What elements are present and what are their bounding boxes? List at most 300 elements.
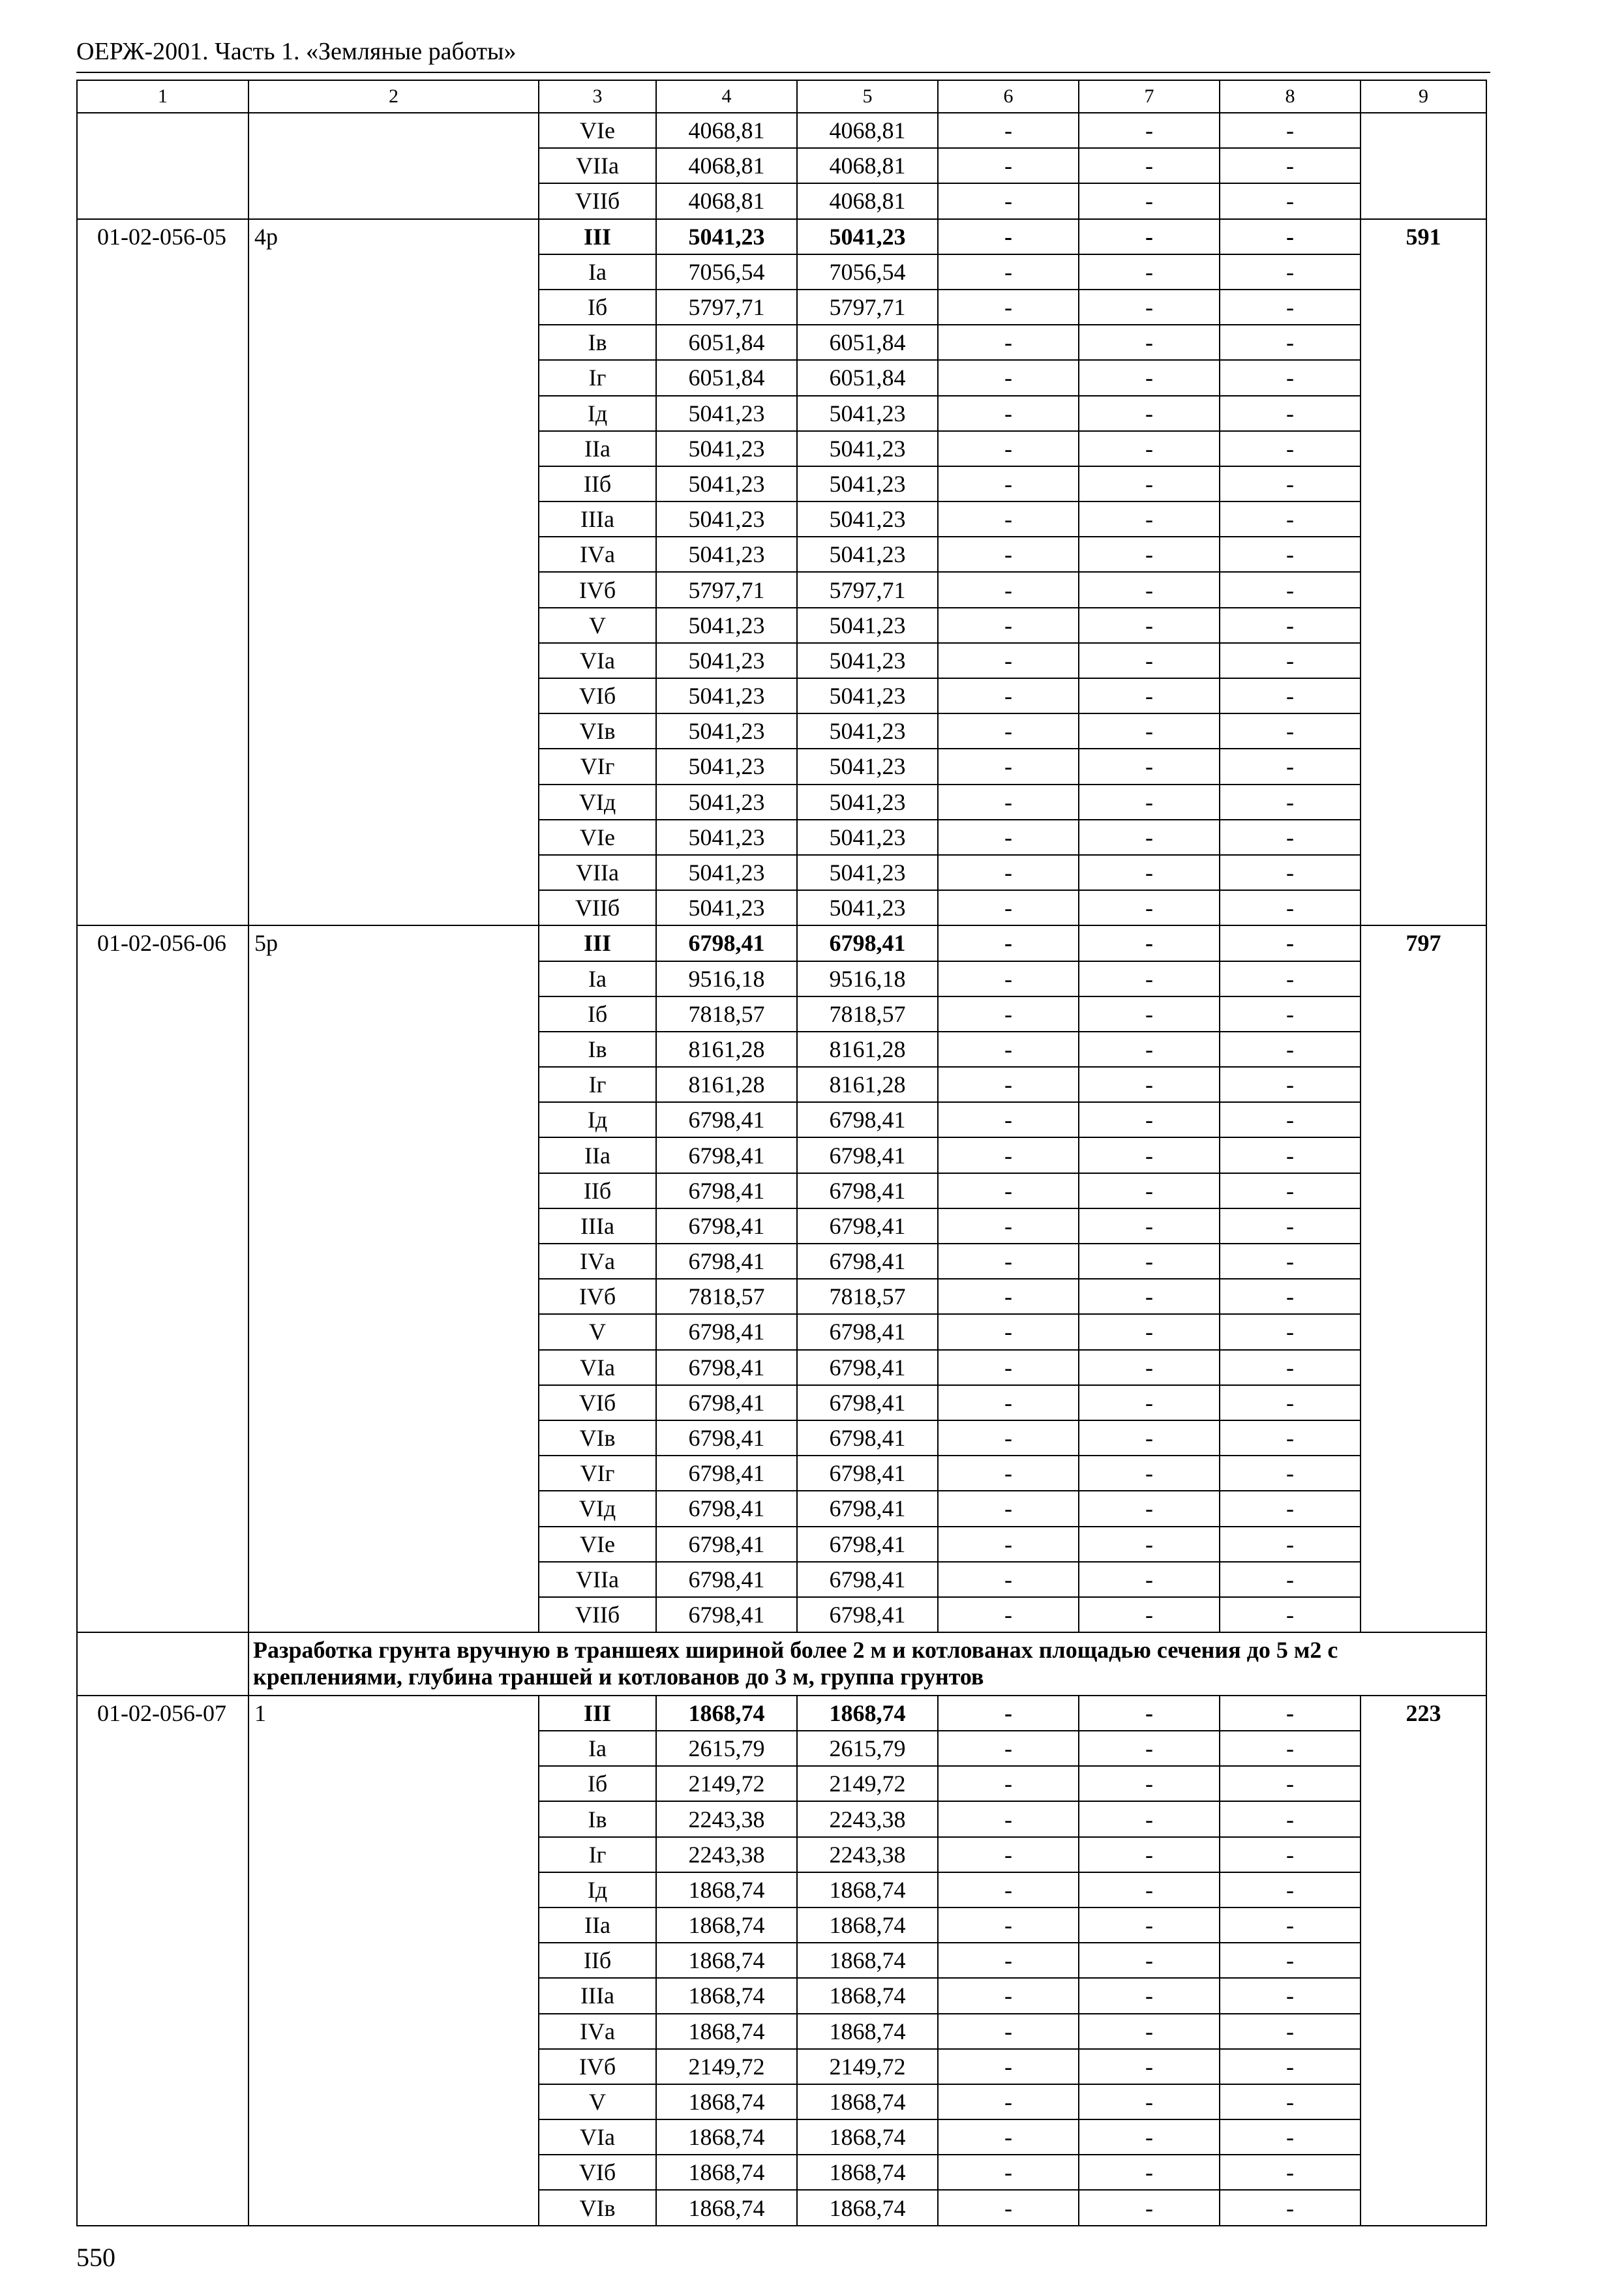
table-cell: - bbox=[1220, 1456, 1361, 1491]
table-cell: - bbox=[1220, 572, 1361, 607]
table-cell: - bbox=[1220, 1279, 1361, 1314]
table-cell: 4068,81 bbox=[797, 183, 938, 218]
table-cell: - bbox=[1220, 890, 1361, 925]
table-row bbox=[77, 113, 1486, 148]
table-cell: 7818,57 bbox=[797, 996, 938, 1032]
table-cell: 1868,74 bbox=[797, 1696, 938, 1731]
table-cell: - bbox=[938, 1562, 1079, 1597]
table-cell: 1868,74 bbox=[797, 2155, 938, 2190]
table-row bbox=[77, 219, 1486, 254]
table-cell: - bbox=[1079, 219, 1220, 254]
table-cell: - bbox=[1220, 219, 1361, 254]
table-cell: - bbox=[1079, 1837, 1220, 1872]
table-cell: IIIа bbox=[539, 1208, 656, 1244]
table-cell: 7818,57 bbox=[656, 996, 797, 1032]
table-cell: - bbox=[1220, 855, 1361, 890]
table-cell: 1868,74 bbox=[797, 1872, 938, 1908]
table-cell: 5041,23 bbox=[656, 749, 797, 784]
table-cell: - bbox=[1079, 1696, 1220, 1731]
page-number: 550 bbox=[76, 2243, 115, 2272]
table-cell: - bbox=[1220, 925, 1361, 961]
table-row bbox=[77, 1696, 1486, 1731]
table-cell: - bbox=[938, 1527, 1079, 1562]
table-cell: - bbox=[1220, 1244, 1361, 1279]
table-cell: 2149,72 bbox=[797, 1766, 938, 1801]
table-cell: - bbox=[1079, 1314, 1220, 1349]
table-cell: - bbox=[938, 820, 1079, 855]
table-cell: 5041,23 bbox=[797, 855, 938, 890]
table-cell: 2243,38 bbox=[797, 1801, 938, 1836]
table-cell: - bbox=[1220, 961, 1361, 996]
table-cell: - bbox=[938, 890, 1079, 925]
table-cell: VIIа bbox=[539, 855, 656, 890]
table-cell: 1868,74 bbox=[656, 2119, 797, 2155]
column-number: 9 bbox=[1361, 80, 1486, 113]
table-cell: Iа bbox=[539, 961, 656, 996]
table-cell: VIа bbox=[539, 2119, 656, 2155]
table-cell: - bbox=[1079, 1244, 1220, 1279]
table-cell: 5797,71 bbox=[656, 572, 797, 607]
table-cell: - bbox=[1220, 713, 1361, 749]
table-cell: - bbox=[1079, 713, 1220, 749]
table-cell: - bbox=[1079, 431, 1220, 466]
table-cell: - bbox=[938, 855, 1079, 890]
table-cell: - bbox=[1220, 1908, 1361, 1943]
table-cell: 1868,74 bbox=[656, 1978, 797, 2013]
table-cell: - bbox=[938, 1943, 1079, 1978]
table-cell: - bbox=[1079, 1456, 1220, 1491]
table-cell: - bbox=[1079, 2084, 1220, 2119]
table-cell: 5041,23 bbox=[797, 678, 938, 713]
table-cell: 5041,23 bbox=[656, 678, 797, 713]
table-cell: - bbox=[1079, 996, 1220, 1032]
table-cell: - bbox=[938, 572, 1079, 607]
table-cell: - bbox=[938, 1385, 1079, 1420]
table-cell: - bbox=[938, 1837, 1079, 1872]
table-cell: 1868,74 bbox=[797, 1908, 938, 1943]
table-cell: 6798,41 bbox=[656, 1208, 797, 1244]
table-cell: - bbox=[1079, 608, 1220, 643]
table-cell: 6798,41 bbox=[656, 1420, 797, 1456]
table-cell: 6798,41 bbox=[656, 1244, 797, 1279]
table-cell: 6051,84 bbox=[797, 325, 938, 360]
table-cell: - bbox=[1079, 2155, 1220, 2190]
table-cell: - bbox=[1079, 1766, 1220, 1801]
column-number-row bbox=[77, 80, 1486, 113]
table-cell: - bbox=[1079, 2049, 1220, 2084]
table-cell: - bbox=[1220, 2049, 1361, 2084]
table-cell: - bbox=[1079, 290, 1220, 325]
table-cell: - bbox=[1220, 431, 1361, 466]
table-cell: - bbox=[938, 1067, 1079, 1102]
table-cell: 5041,23 bbox=[656, 501, 797, 537]
section-empty-cell bbox=[77, 1632, 248, 1696]
table-cell: 5041,23 bbox=[797, 749, 938, 784]
table-cell: - bbox=[1079, 820, 1220, 855]
table-cell: 4068,81 bbox=[797, 148, 938, 183]
rate-code: 01-02-056-07 bbox=[77, 1696, 248, 2226]
table-cell: 5041,23 bbox=[797, 466, 938, 501]
table-cell: III bbox=[539, 1696, 656, 1731]
table-cell: 8161,28 bbox=[797, 1067, 938, 1102]
table-cell: - bbox=[1079, 643, 1220, 678]
table-cell: - bbox=[1220, 820, 1361, 855]
table-cell: Iд bbox=[539, 1102, 656, 1137]
table-cell: 5041,23 bbox=[797, 890, 938, 925]
column-number: 8 bbox=[1220, 80, 1361, 113]
table-cell: - bbox=[938, 2049, 1079, 2084]
table-cell: V bbox=[539, 608, 656, 643]
section-title: Разработка грунта вручную в траншеях шириной более 2 м и котлованах площадью сечения до 5 м2 с креплениями, глубина траншей и котлованов до 3 м, группа грунтов bbox=[248, 1632, 1486, 1696]
table-cell: - bbox=[1220, 1032, 1361, 1067]
table-cell: - bbox=[1220, 1420, 1361, 1456]
section-row bbox=[77, 1632, 1486, 1696]
table-cell: 6798,41 bbox=[656, 1385, 797, 1420]
column-9-value: 797 bbox=[1361, 925, 1486, 1632]
table-cell: - bbox=[1220, 325, 1361, 360]
table-cell: 6798,41 bbox=[656, 1102, 797, 1137]
table-cell: - bbox=[1079, 1420, 1220, 1456]
table-cell: Iв bbox=[539, 325, 656, 360]
table-cell: - bbox=[1220, 1731, 1361, 1766]
table-cell: 1868,74 bbox=[797, 2190, 938, 2225]
table-cell: - bbox=[938, 254, 1079, 290]
table-cell: - bbox=[938, 219, 1079, 254]
table-cell: 7056,54 bbox=[797, 254, 938, 290]
table-cell: - bbox=[938, 1420, 1079, 1456]
table-cell: 1868,74 bbox=[656, 1908, 797, 1943]
column-9-value bbox=[1361, 113, 1486, 219]
table-cell: 1868,74 bbox=[797, 2084, 938, 2119]
table-cell: - bbox=[1220, 501, 1361, 537]
table-body bbox=[77, 80, 1486, 2226]
table-cell: - bbox=[938, 749, 1079, 784]
column-number: 5 bbox=[797, 80, 938, 113]
table-cell: 5797,71 bbox=[797, 572, 938, 607]
table-cell: - bbox=[1079, 113, 1220, 148]
table-cell: 1868,74 bbox=[797, 2119, 938, 2155]
table-cell: Iг bbox=[539, 1837, 656, 1872]
table-cell: VIIа bbox=[539, 148, 656, 183]
column-number: 7 bbox=[1079, 80, 1220, 113]
table-cell: - bbox=[1079, 1597, 1220, 1632]
table-cell: - bbox=[1079, 1731, 1220, 1766]
table-cell: - bbox=[1220, 2084, 1361, 2119]
table-cell: - bbox=[1079, 325, 1220, 360]
table-cell: - bbox=[938, 1597, 1079, 1632]
table-cell: - bbox=[938, 113, 1079, 148]
table-cell: VIIа bbox=[539, 1562, 656, 1597]
table-cell: 5797,71 bbox=[797, 290, 938, 325]
table-cell: VIе bbox=[539, 1527, 656, 1562]
table-cell: - bbox=[938, 466, 1079, 501]
table-cell: Iг bbox=[539, 360, 656, 395]
table-cell: Iв bbox=[539, 1032, 656, 1067]
table-cell: Iд bbox=[539, 1872, 656, 1908]
table-cell: VIIб bbox=[539, 1597, 656, 1632]
rate-label: 1 bbox=[248, 1696, 539, 2226]
table-cell: - bbox=[938, 1350, 1079, 1385]
table-cell: - bbox=[1079, 1032, 1220, 1067]
table-cell: - bbox=[1220, 466, 1361, 501]
table-cell: VIа bbox=[539, 643, 656, 678]
table-cell: - bbox=[1079, 2119, 1220, 2155]
table-cell: - bbox=[1079, 890, 1220, 925]
table-cell: VIд bbox=[539, 1491, 656, 1526]
table-cell: 4068,81 bbox=[656, 148, 797, 183]
table-cell: - bbox=[1220, 1597, 1361, 1632]
table-cell: - bbox=[1079, 1279, 1220, 1314]
table-cell: - bbox=[1220, 2014, 1361, 2049]
table-cell: 6798,41 bbox=[656, 1173, 797, 1208]
table-cell: - bbox=[1220, 996, 1361, 1032]
table-cell: 6798,41 bbox=[656, 1137, 797, 1173]
table-cell: - bbox=[1220, 2119, 1361, 2155]
table-cell: - bbox=[1079, 254, 1220, 290]
table-cell: 1868,74 bbox=[656, 1872, 797, 1908]
table-cell: - bbox=[938, 1908, 1079, 1943]
table-cell: - bbox=[938, 1102, 1079, 1137]
table-cell: IVа bbox=[539, 1244, 656, 1279]
table-cell: - bbox=[938, 1208, 1079, 1244]
table-cell: IVа bbox=[539, 537, 656, 572]
table-cell: - bbox=[938, 2119, 1079, 2155]
rate-code: 01-02-056-06 bbox=[77, 925, 248, 1632]
table-cell: - bbox=[1079, 1562, 1220, 1597]
table-cell: - bbox=[1220, 1872, 1361, 1908]
table-cell: - bbox=[1220, 537, 1361, 572]
table-cell: 5041,23 bbox=[797, 820, 938, 855]
table-cell: - bbox=[938, 2155, 1079, 2190]
table-cell: - bbox=[1079, 148, 1220, 183]
table-cell: - bbox=[938, 1766, 1079, 1801]
table-cell: 9516,18 bbox=[656, 961, 797, 996]
table-cell: 5041,23 bbox=[656, 219, 797, 254]
table-cell: 7056,54 bbox=[656, 254, 797, 290]
table-cell: 5797,71 bbox=[656, 290, 797, 325]
table-cell: VIIб bbox=[539, 183, 656, 218]
column-number: 2 bbox=[248, 80, 539, 113]
table-cell: - bbox=[1220, 1491, 1361, 1526]
table-cell: 6798,41 bbox=[656, 1562, 797, 1597]
table-cell: - bbox=[1079, 1491, 1220, 1526]
table-cell: Iв bbox=[539, 1801, 656, 1836]
table-cell: 2149,72 bbox=[797, 2049, 938, 2084]
table-cell: 8161,28 bbox=[656, 1032, 797, 1067]
table-cell: - bbox=[1220, 1766, 1361, 1801]
table-cell: - bbox=[1079, 572, 1220, 607]
table-cell: 6798,41 bbox=[656, 1314, 797, 1349]
table-cell: 6798,41 bbox=[656, 925, 797, 961]
table-cell: - bbox=[938, 2084, 1079, 2119]
table-cell: - bbox=[938, 1173, 1079, 1208]
table-cell: - bbox=[1079, 2190, 1220, 2225]
table-cell: 6051,84 bbox=[797, 360, 938, 395]
table-cell: - bbox=[1079, 1908, 1220, 1943]
table-cell: 6798,41 bbox=[797, 1244, 938, 1279]
table-cell: - bbox=[1220, 1385, 1361, 1420]
table-cell: VIв bbox=[539, 713, 656, 749]
table-cell: IVб bbox=[539, 572, 656, 607]
table-cell: - bbox=[938, 996, 1079, 1032]
table-cell: - bbox=[938, 148, 1079, 183]
table-cell: - bbox=[1220, 608, 1361, 643]
table-cell: - bbox=[938, 396, 1079, 431]
rates-table bbox=[76, 80, 1487, 2226]
table-cell: - bbox=[938, 785, 1079, 820]
table-cell: VIб bbox=[539, 2155, 656, 2190]
table-cell: 4068,81 bbox=[797, 113, 938, 148]
table-cell: IIб bbox=[539, 1173, 656, 1208]
table-cell: - bbox=[1220, 678, 1361, 713]
column-number: 4 bbox=[656, 80, 797, 113]
table-cell: VIIб bbox=[539, 890, 656, 925]
table-cell: 1868,74 bbox=[656, 1943, 797, 1978]
table-cell: 5041,23 bbox=[656, 537, 797, 572]
table-cell: - bbox=[1220, 1137, 1361, 1173]
table-cell: V bbox=[539, 2084, 656, 2119]
table-cell: - bbox=[1220, 290, 1361, 325]
table-cell: - bbox=[1079, 1350, 1220, 1385]
table-cell: - bbox=[1079, 785, 1220, 820]
table-cell: 5041,23 bbox=[797, 537, 938, 572]
table-cell: 6798,41 bbox=[797, 1491, 938, 1526]
table-cell: - bbox=[1079, 1137, 1220, 1173]
table-cell: 1868,74 bbox=[797, 1978, 938, 2013]
table-cell: - bbox=[938, 608, 1079, 643]
table-cell: 4068,81 bbox=[656, 113, 797, 148]
rate-label bbox=[248, 113, 539, 219]
table-cell: - bbox=[1079, 183, 1220, 218]
table-cell: 6798,41 bbox=[656, 1350, 797, 1385]
table-cell: 7818,57 bbox=[656, 1279, 797, 1314]
table-cell: - bbox=[1220, 1350, 1361, 1385]
table-cell: - bbox=[1220, 148, 1361, 183]
table-cell: 7818,57 bbox=[797, 1279, 938, 1314]
table-cell: 6798,41 bbox=[797, 1420, 938, 1456]
table-cell: V bbox=[539, 1314, 656, 1349]
table-cell: 5041,23 bbox=[656, 855, 797, 890]
table-cell: - bbox=[1079, 961, 1220, 996]
table-cell: - bbox=[1220, 396, 1361, 431]
table-cell: IVб bbox=[539, 1279, 656, 1314]
header-rule bbox=[76, 72, 1490, 73]
table-cell: - bbox=[1220, 1801, 1361, 1836]
table-cell: 6798,41 bbox=[797, 1350, 938, 1385]
table-cell: - bbox=[1220, 1527, 1361, 1562]
table-row bbox=[77, 925, 1486, 961]
table-cell: IIIа bbox=[539, 501, 656, 537]
table-cell: - bbox=[1079, 855, 1220, 890]
table-cell: 5041,23 bbox=[797, 713, 938, 749]
table-cell: - bbox=[938, 360, 1079, 395]
table-cell: - bbox=[1079, 1527, 1220, 1562]
table-cell: 5041,23 bbox=[797, 643, 938, 678]
table-cell: - bbox=[1220, 1208, 1361, 1244]
header-title: ОЕРЖ-2001. Часть 1. «Земляные работы» bbox=[76, 38, 517, 65]
rate-label: 5р bbox=[248, 925, 539, 1632]
table-cell: 8161,28 bbox=[797, 1032, 938, 1067]
table-cell: VIв bbox=[539, 1420, 656, 1456]
table-cell: 6798,41 bbox=[797, 1137, 938, 1173]
table-cell: 2615,79 bbox=[656, 1731, 797, 1766]
table-cell: Iб bbox=[539, 1766, 656, 1801]
table-cell: 5041,23 bbox=[656, 713, 797, 749]
table-cell: 5041,23 bbox=[656, 785, 797, 820]
table-cell: 1868,74 bbox=[656, 2084, 797, 2119]
table-cell: 1868,74 bbox=[656, 2155, 797, 2190]
table-cell: - bbox=[1220, 643, 1361, 678]
table-cell: - bbox=[1079, 537, 1220, 572]
table-cell: 5041,23 bbox=[797, 608, 938, 643]
table-cell: - bbox=[1079, 1173, 1220, 1208]
table-cell: VIе bbox=[539, 113, 656, 148]
table-cell: 6798,41 bbox=[797, 1597, 938, 1632]
table-cell: - bbox=[938, 325, 1079, 360]
rate-label: 4р bbox=[248, 219, 539, 926]
table-cell: 6798,41 bbox=[797, 1385, 938, 1420]
table-cell: 2149,72 bbox=[656, 1766, 797, 1801]
table-cell: 1868,74 bbox=[797, 1943, 938, 1978]
table-cell: - bbox=[938, 678, 1079, 713]
table-cell: - bbox=[1220, 1173, 1361, 1208]
column-number: 1 bbox=[77, 80, 248, 113]
table-cell: - bbox=[1220, 113, 1361, 148]
table-cell: - bbox=[938, 1279, 1079, 1314]
rate-code bbox=[77, 113, 248, 219]
table-cell: - bbox=[938, 290, 1079, 325]
table-cell: IIб bbox=[539, 466, 656, 501]
table-cell: 2149,72 bbox=[656, 2049, 797, 2084]
table-cell: - bbox=[1220, 1314, 1361, 1349]
table-cell: - bbox=[1079, 1801, 1220, 1836]
table-cell: - bbox=[1079, 2014, 1220, 2049]
table-cell: - bbox=[938, 2190, 1079, 2225]
table-cell: - bbox=[938, 1244, 1079, 1279]
table-cell: - bbox=[938, 1978, 1079, 2013]
table-cell: - bbox=[1220, 1837, 1361, 1872]
table-cell: - bbox=[1079, 1102, 1220, 1137]
table-cell: 1868,74 bbox=[656, 1696, 797, 1731]
table-cell: - bbox=[1220, 183, 1361, 218]
table-cell: - bbox=[938, 1801, 1079, 1836]
table-cell: VIв bbox=[539, 2190, 656, 2225]
table-cell: 5041,23 bbox=[656, 608, 797, 643]
table-cell: - bbox=[1220, 1696, 1361, 1731]
table-cell: Iд bbox=[539, 396, 656, 431]
table-cell: IIа bbox=[539, 431, 656, 466]
table-cell: - bbox=[1079, 1978, 1220, 2013]
table-cell: 5041,23 bbox=[656, 890, 797, 925]
column-number: 6 bbox=[938, 80, 1079, 113]
table-cell: 5041,23 bbox=[797, 431, 938, 466]
table-cell: 5041,23 bbox=[797, 785, 938, 820]
table-cell: - bbox=[938, 1137, 1079, 1173]
table-cell: 5041,23 bbox=[797, 501, 938, 537]
table-cell: III bbox=[539, 925, 656, 961]
table-cell: 5041,23 bbox=[656, 820, 797, 855]
table-cell: 6798,41 bbox=[656, 1456, 797, 1491]
table-cell: - bbox=[1079, 1385, 1220, 1420]
table-cell: - bbox=[1079, 466, 1220, 501]
table-cell: - bbox=[1220, 1102, 1361, 1137]
table-cell: - bbox=[1079, 1872, 1220, 1908]
table-cell: 9516,18 bbox=[797, 961, 938, 996]
table-cell: - bbox=[1079, 749, 1220, 784]
table-cell: - bbox=[1079, 360, 1220, 395]
table-cell: 6798,41 bbox=[797, 925, 938, 961]
column-9-value: 223 bbox=[1361, 1696, 1486, 2226]
